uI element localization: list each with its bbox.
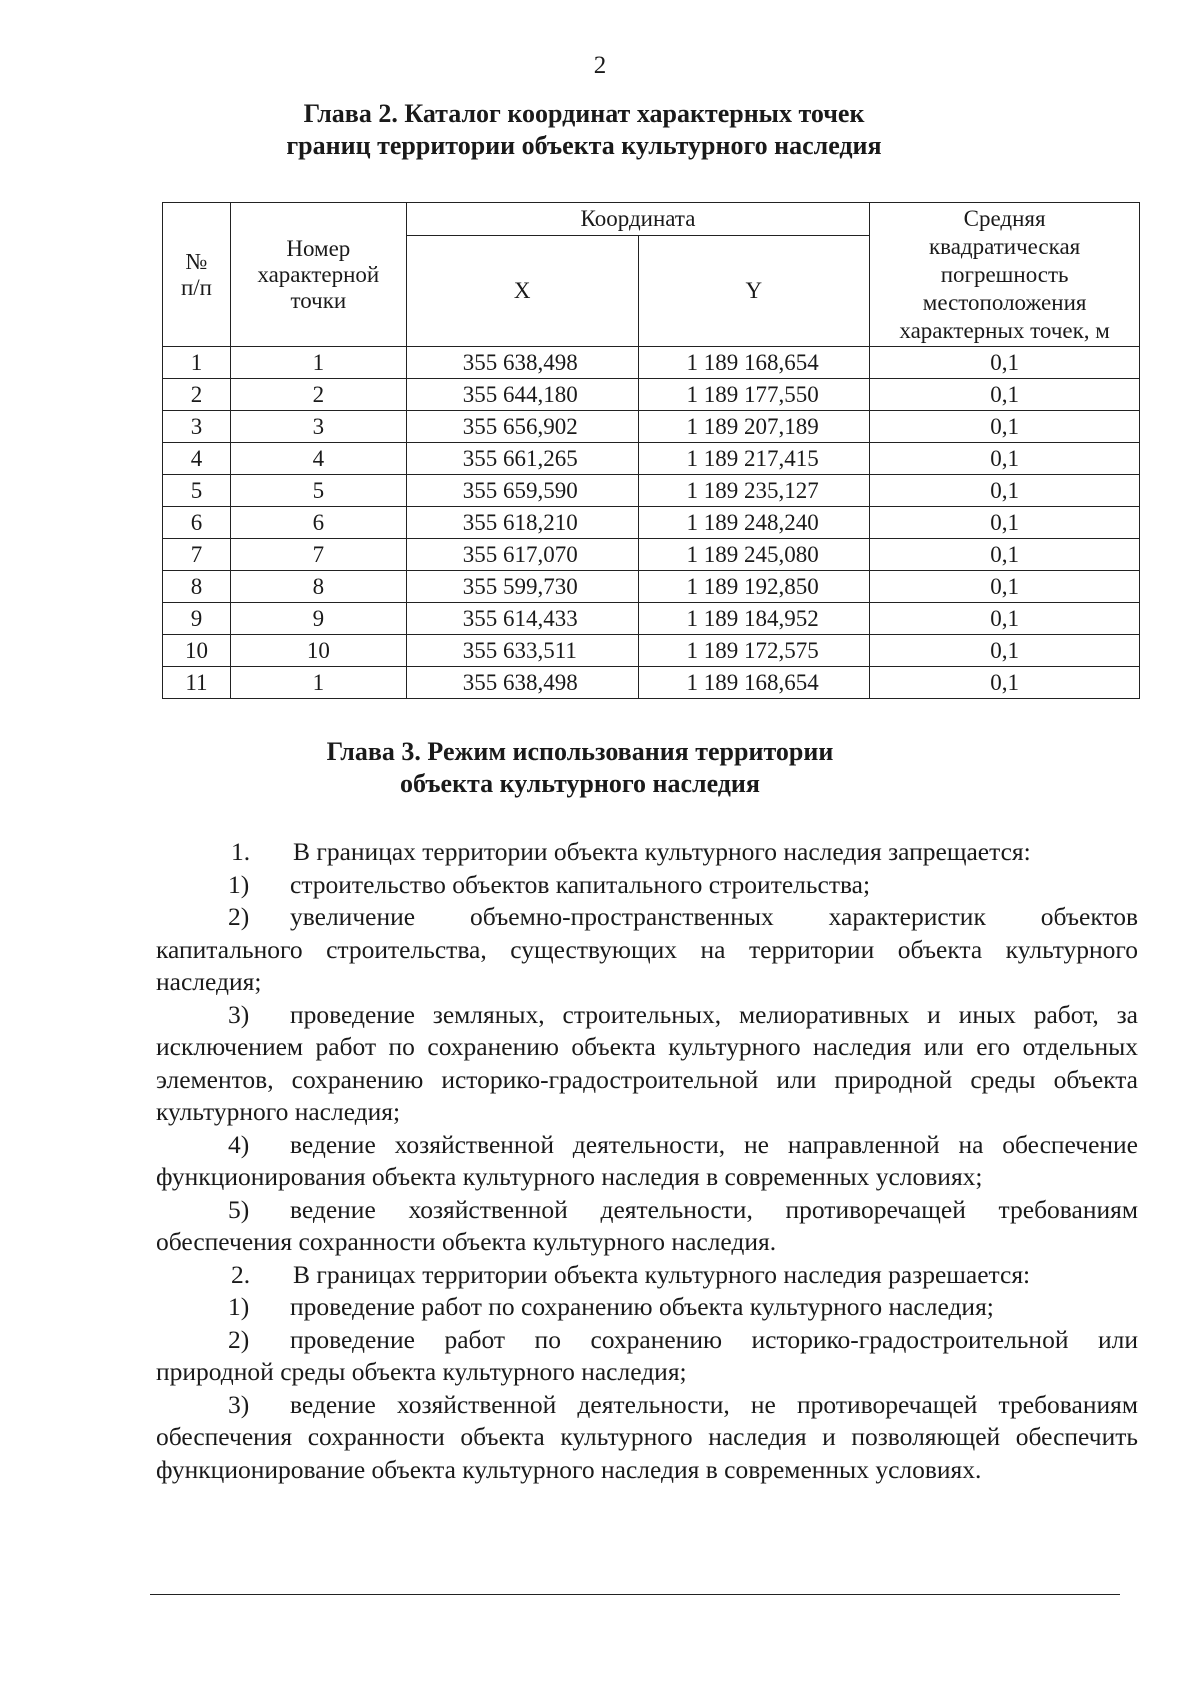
paragraph-number: 2. <box>231 1259 251 1289</box>
chapter3-title <box>0 736 1180 800</box>
x-coordinate-cell: 355 633,511 <box>406 635 638 667</box>
paragraph-text: увеличение объемно-пространственных характеристик объектов капитального строительства, существующих на территории объекта культурного наследия; <box>156 902 1138 996</box>
paragraph <box>156 1259 1138 1292</box>
table-row <box>163 475 1140 507</box>
accuracy-cell: 0,1 <box>870 379 1140 411</box>
row-number-cell: 4 <box>163 443 231 475</box>
paragraph-number: 4) <box>228 1129 250 1159</box>
y-coordinate-cell: 1 189 168,654 <box>638 667 870 699</box>
x-coordinate-cell: 355 638,498 <box>406 667 638 699</box>
paragraph-number: 2) <box>228 902 250 931</box>
accuracy-cell: 0,1 <box>870 571 1140 603</box>
paragraph-number: 1) <box>228 1292 250 1321</box>
y-coordinate-cell: 1 189 177,550 <box>638 379 870 411</box>
chapter3-body <box>156 836 1138 1486</box>
paragraph-text: проведение работ по сохранению объекта культурного наследия; <box>290 1292 994 1321</box>
paragraph-text: В границах территории объекта культурного наследия запрещается: <box>293 837 1031 866</box>
point-number-cell: 5 <box>230 475 406 507</box>
point-number-cell: 1 <box>230 347 406 379</box>
chapter3-title-line2: объекта культурного наследия <box>400 769 760 798</box>
paragraph <box>156 836 1138 869</box>
y-coordinate-cell: 1 189 207,189 <box>638 411 870 443</box>
table-row <box>163 635 1140 667</box>
table-row <box>163 571 1140 603</box>
row-number-cell: 8 <box>163 571 231 603</box>
paragraph <box>156 869 1138 902</box>
point-number-cell: 4 <box>230 443 406 475</box>
x-coordinate-cell: 355 599,730 <box>406 571 638 603</box>
accuracy-cell: 0,1 <box>870 667 1140 699</box>
accuracy-cell: 0,1 <box>870 539 1140 571</box>
coordinates-table <box>162 202 1140 699</box>
point-number-cell: 7 <box>230 539 406 571</box>
row-number-cell: 6 <box>163 507 231 539</box>
point-number-cell: 1 <box>230 667 406 699</box>
y-coordinate-cell: 1 189 235,127 <box>638 475 870 507</box>
x-coordinate-cell: 355 614,433 <box>406 603 638 635</box>
chapter3-title-line1: Глава 3. Режим использования территории <box>326 737 834 766</box>
paragraph-number: 1) <box>228 869 250 899</box>
paragraph <box>156 1194 1138 1259</box>
accuracy-cell: 0,1 <box>870 507 1140 539</box>
paragraph-number: 3) <box>228 999 250 1029</box>
paragraph-text: ведение хозяйственной деятельности, не направленной на обеспечение функционирования объекта культурного наследия в современных условиях; <box>156 1129 1138 1191</box>
point-number-cell: 8 <box>230 571 406 603</box>
paragraph <box>156 1389 1138 1487</box>
point-number-cell: 9 <box>230 603 406 635</box>
bottom-rule <box>150 1594 1120 1595</box>
point-number-cell: 10 <box>230 635 406 667</box>
paragraph <box>156 999 1138 1129</box>
header-accuracy: Средняя квадратическая погрешность местоположения характерных точек, м <box>870 203 1140 347</box>
header-x: X <box>406 236 638 347</box>
x-coordinate-cell: 355 659,590 <box>406 475 638 507</box>
paragraph <box>156 1291 1138 1324</box>
paragraph-number: 3) <box>228 1389 250 1419</box>
paragraph-text: проведение земляных, строительных, мелиоративных и иных работ, за исключением работ по сохранению объекта культурного наследия или его отдельных элементов, сохранению историко-градостроительной или природной среды объекта культурного наследия; <box>156 999 1138 1126</box>
x-coordinate-cell: 355 638,498 <box>406 347 638 379</box>
paragraph-text: строительство объектов капитального строительства; <box>290 869 871 899</box>
row-number-cell: 9 <box>163 603 231 635</box>
x-coordinate-cell: 355 661,265 <box>406 443 638 475</box>
table-row <box>163 507 1140 539</box>
y-coordinate-cell: 1 189 168,654 <box>638 347 870 379</box>
y-coordinate-cell: 1 189 172,575 <box>638 635 870 667</box>
header-number: № п/п <box>163 203 231 347</box>
paragraph-text: ведение хозяйственной деятельности, противоречащей требованиям обеспечения сохранности объекта культурного наследия. <box>156 1194 1138 1256</box>
paragraph-text: В границах территории объекта культурного наследия разрешается: <box>293 1259 1031 1289</box>
x-coordinate-cell: 355 644,180 <box>406 379 638 411</box>
page-number: 2 <box>593 52 607 79</box>
paragraph-number: 1. <box>231 837 251 866</box>
table-row <box>163 539 1140 571</box>
row-number-cell: 11 <box>163 667 231 699</box>
table-row <box>163 667 1140 699</box>
y-coordinate-cell: 1 189 217,415 <box>638 443 870 475</box>
point-number-cell: 3 <box>230 411 406 443</box>
accuracy-cell: 0,1 <box>870 347 1140 379</box>
accuracy-cell: 0,1 <box>870 603 1140 635</box>
y-coordinate-cell: 1 189 192,850 <box>638 571 870 603</box>
paragraph <box>156 1324 1138 1389</box>
accuracy-cell: 0,1 <box>870 635 1140 667</box>
paragraph <box>156 901 1138 999</box>
paragraph-number: 5) <box>228 1194 250 1224</box>
row-number-cell: 3 <box>163 411 231 443</box>
x-coordinate-cell: 355 617,070 <box>406 539 638 571</box>
x-coordinate-cell: 355 618,210 <box>406 507 638 539</box>
paragraph-text: ведение хозяйственной деятельности, не противоречащей требованиям обеспечения сохранности объекта культурного наследия и позволяющей обеспечить функционирование объекта культурного наследия в современных условиях. <box>156 1389 1138 1484</box>
paragraph <box>156 1129 1138 1194</box>
y-coordinate-cell: 1 189 248,240 <box>638 507 870 539</box>
row-number-cell: 2 <box>163 379 231 411</box>
table-row <box>163 443 1140 475</box>
x-coordinate-cell: 355 656,902 <box>406 411 638 443</box>
table-row <box>163 411 1140 443</box>
chapter2-title-line1: Глава 2. Каталог координат характерных точек <box>303 99 865 128</box>
table-row <box>163 603 1140 635</box>
accuracy-cell: 0,1 <box>870 443 1140 475</box>
row-number-cell: 1 <box>163 347 231 379</box>
y-coordinate-cell: 1 189 245,080 <box>638 539 870 571</box>
chapter2-title <box>0 98 1184 162</box>
row-number-cell: 7 <box>163 539 231 571</box>
paragraph-number: 2) <box>228 1324 250 1354</box>
y-coordinate-cell: 1 189 184,952 <box>638 603 870 635</box>
accuracy-cell: 0,1 <box>870 411 1140 443</box>
header-coordinate: Координата <box>406 203 869 236</box>
chapter2-title-line2: границ территории объекта культурного наследия <box>286 131 882 160</box>
header-y: Y <box>638 236 870 347</box>
row-number-cell: 10 <box>163 635 231 667</box>
header-point-number: Номер характерной точки <box>230 203 406 347</box>
accuracy-cell: 0,1 <box>870 475 1140 507</box>
row-number-cell: 5 <box>163 475 231 507</box>
table-row <box>163 379 1140 411</box>
table-row <box>163 347 1140 379</box>
point-number-cell: 2 <box>230 379 406 411</box>
paragraph-text: проведение работ по сохранению историко-градостроительной или природной среды объекта культурного наследия; <box>156 1324 1138 1386</box>
point-number-cell: 6 <box>230 507 406 539</box>
